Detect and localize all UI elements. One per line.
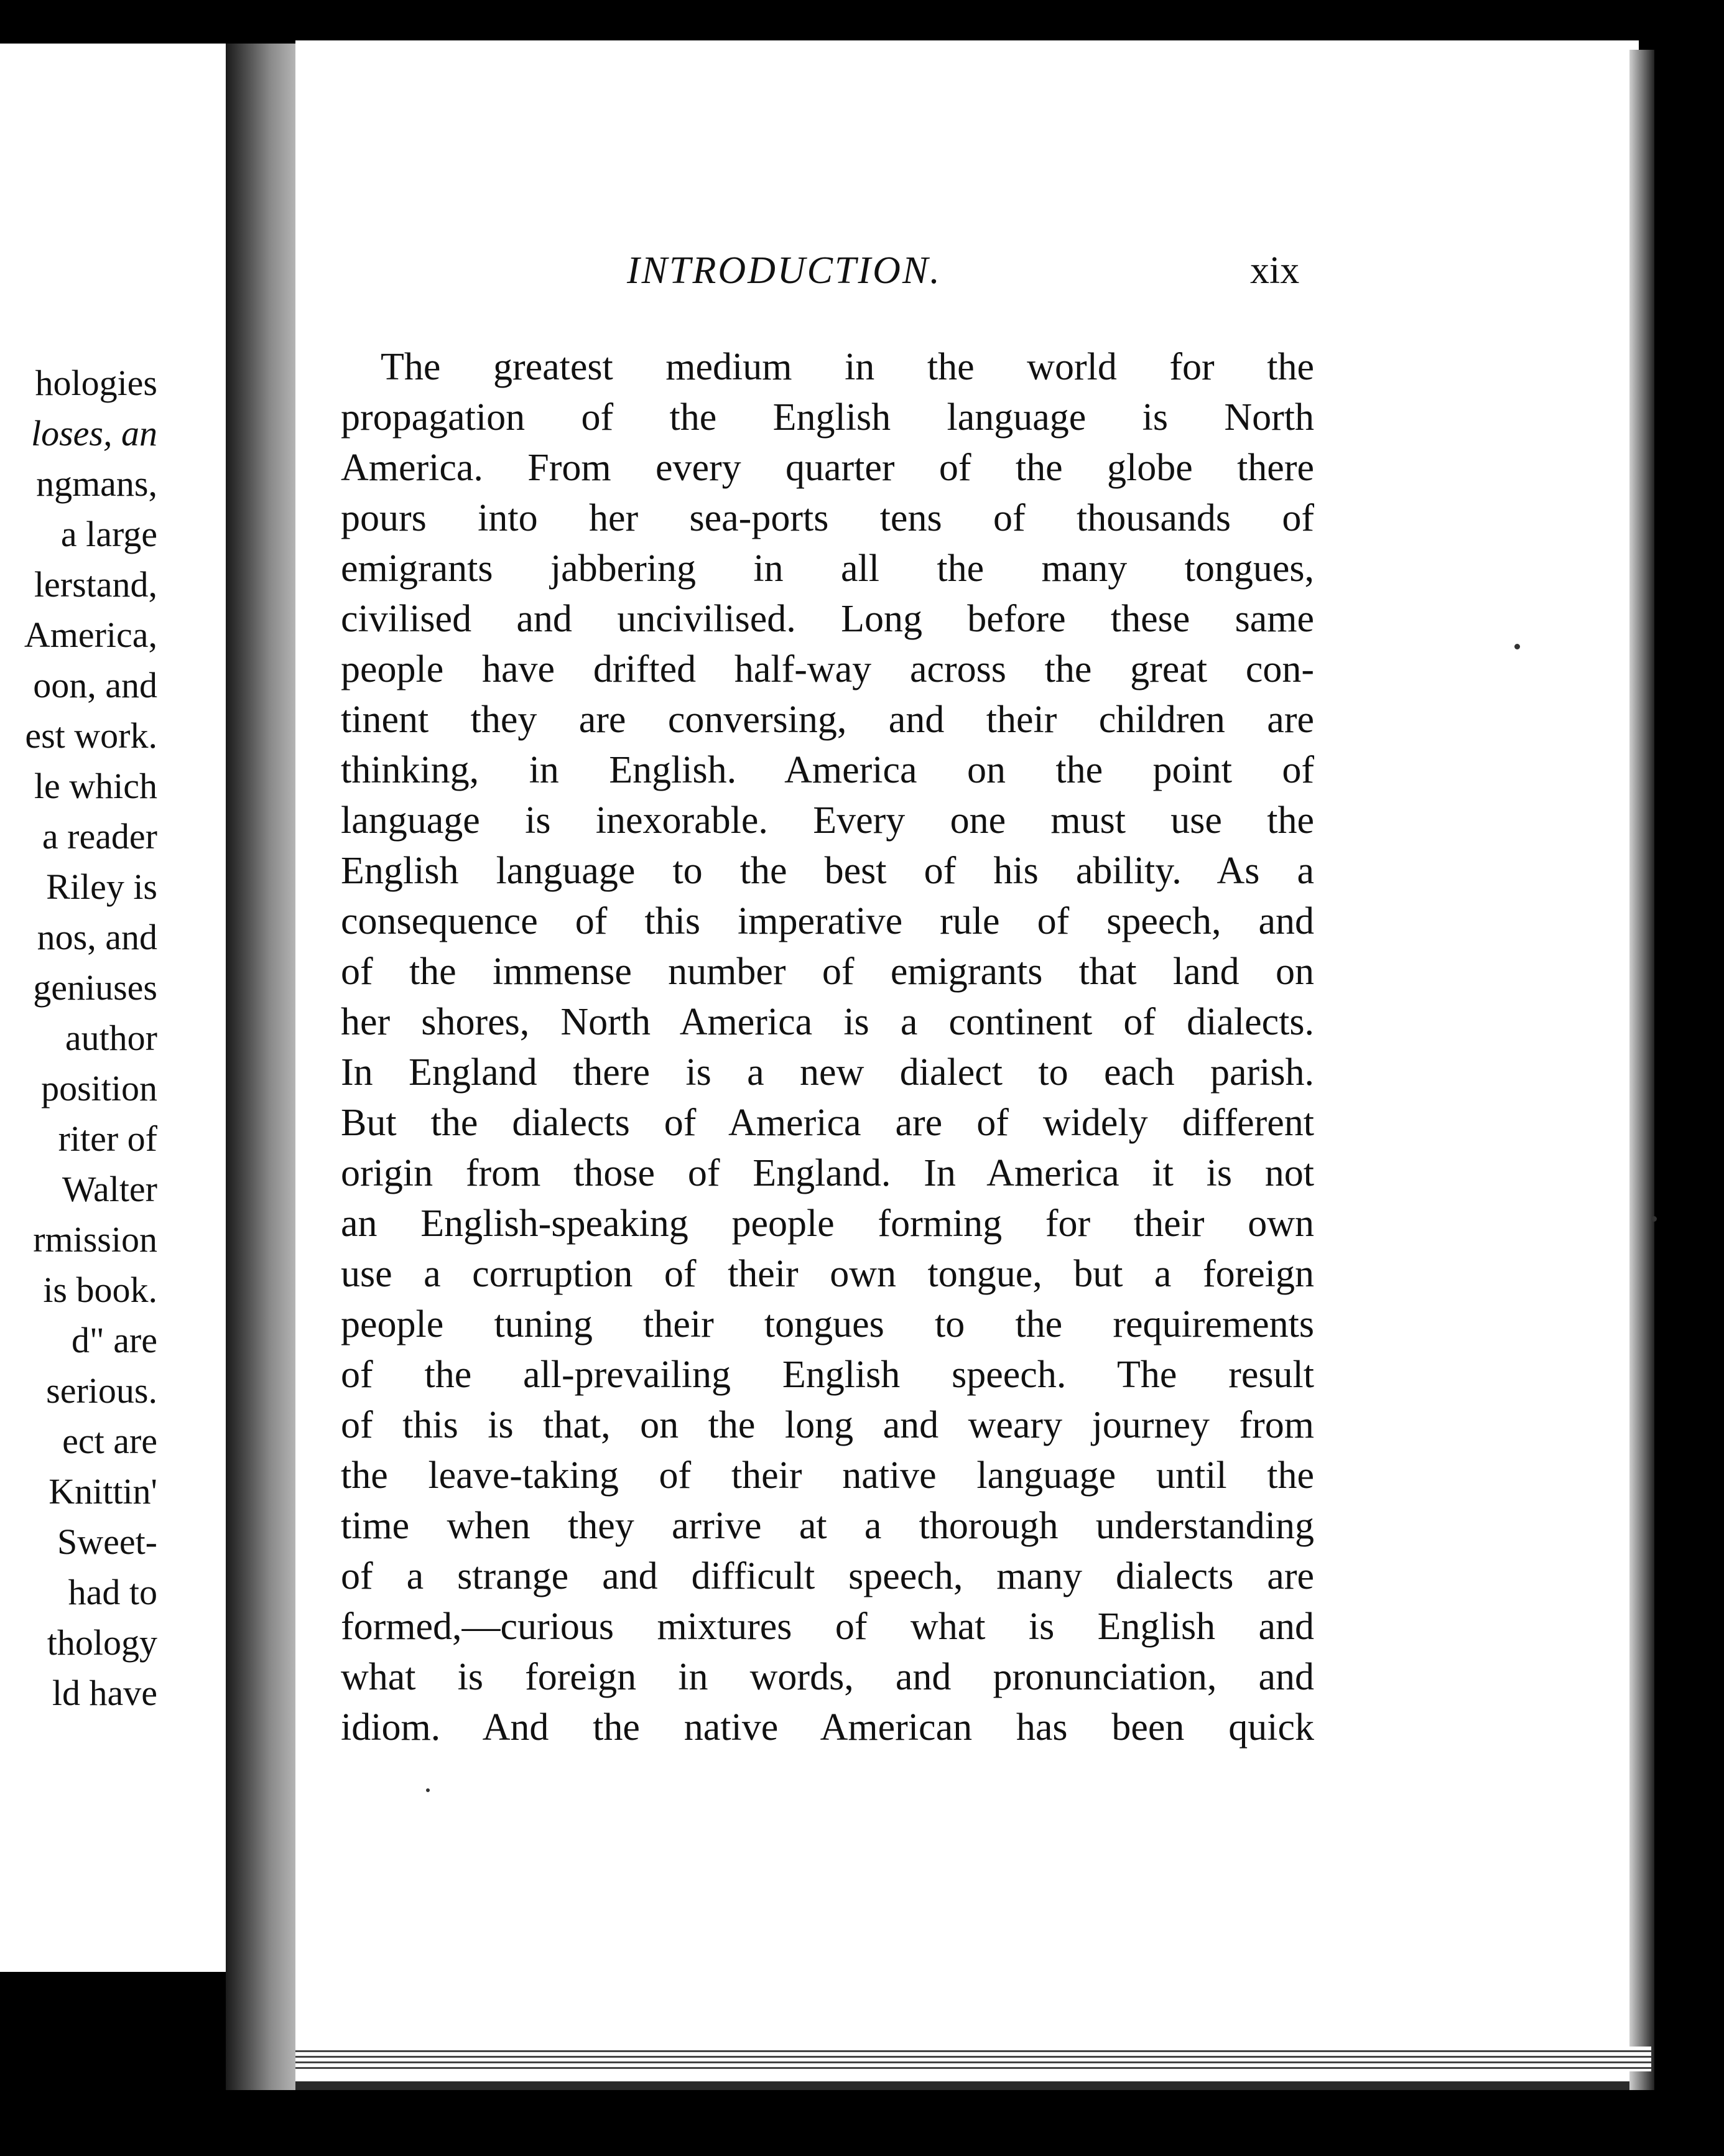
left-line: oon, and [33, 665, 157, 705]
left-line: Knittin' [49, 1471, 157, 1512]
left-line: le which [34, 766, 157, 806]
left-line: ect are [62, 1421, 157, 1461]
text-line: time when they arrive at a thorough understanding [341, 1505, 1314, 1547]
left-line: riter of [58, 1118, 157, 1159]
paper-speck [1514, 644, 1520, 649]
left-line: a reader [42, 816, 157, 857]
text-line: her shores, North America is a continent of dialects. [341, 1001, 1314, 1043]
text-line: of the all-prevailing English speech. The result [341, 1354, 1314, 1396]
left-page-text [0, 358, 226, 1718]
left-line: is book. [43, 1270, 157, 1310]
text-line: emigrants jabbering in all the many tongues, [341, 547, 1314, 590]
left-line: Riley is [46, 867, 157, 907]
left-line: Walter [62, 1169, 157, 1209]
left-line: thology [47, 1622, 157, 1663]
text-line: an English-speaking people forming for their own [341, 1202, 1314, 1245]
page-edge [1629, 50, 1654, 2090]
paper-speck [1651, 1216, 1657, 1222]
left-line: author [65, 1018, 157, 1058]
book-gutter [226, 44, 300, 2090]
text-line: tinent they are conversing, and their children are [341, 699, 1314, 741]
text-line: what is foreign in words, and pronunciation, and [341, 1656, 1314, 1698]
left-line: serious. [46, 1370, 157, 1411]
text-line: formed,—curious mixtures of what is English and [341, 1605, 1314, 1648]
text-line: of the immense number of emigrants that land on [341, 950, 1314, 993]
text-line: civilised and uncivilised. Long before these same [341, 598, 1314, 640]
text-line: pours into her sea-ports tens of thousands of [341, 497, 1314, 539]
page-number: xix [1250, 249, 1300, 292]
text-line: origin from those of England. In America it is not [341, 1152, 1314, 1194]
text-line: people tuning their tongues to the requirements [341, 1303, 1314, 1345]
text-line: idiom. And the native American has been quick [341, 1706, 1314, 1749]
text-line: use a corruption of their own tongue, but a foreign [341, 1253, 1314, 1295]
left-line: a large [60, 514, 157, 554]
left-line: had to [68, 1572, 157, 1612]
left-line: ld have [52, 1673, 157, 1713]
left-line: geniuses [33, 967, 157, 1008]
text-line: the leave-taking of their native language until the [341, 1454, 1314, 1497]
running-head: INTRODUCTION. [627, 249, 942, 292]
text-line: language is inexorable. Every one must use the [341, 799, 1314, 842]
left-line: hologies [35, 363, 157, 403]
left-line: lerstand, [34, 564, 157, 605]
page-bottom-edge [295, 2047, 1651, 2071]
text-line: thinking, in English. America on the point of [341, 749, 1314, 791]
body-text [341, 342, 1314, 1753]
text-line: The greatest medium in the world for the [381, 346, 1314, 388]
text-line: people have drifted half-way across the great con- [341, 648, 1314, 690]
left-line: nos, and [37, 917, 157, 957]
text-line: In England there is a new dialect to each parish. [341, 1051, 1314, 1094]
left-line: loses, an [31, 413, 157, 453]
text-line: propagation of the English language is North [341, 396, 1314, 439]
text-line: of this is that, on the long and weary journey from [341, 1404, 1314, 1446]
left-line: est work. [25, 715, 157, 756]
left-line: America, [24, 615, 157, 655]
left-page [0, 44, 226, 1972]
left-line: d" are [72, 1320, 157, 1360]
left-line: ngmans, [36, 463, 157, 504]
paper-speck [426, 1788, 430, 1792]
text-line: English language to the best of his ability. As a [341, 850, 1314, 892]
left-line: position [41, 1068, 157, 1108]
text-line: America. From every quarter of the globe there [341, 447, 1314, 489]
text-line: But the dialects of America are of widely different [341, 1102, 1314, 1144]
text-line: consequence of this imperative rule of speech, and [341, 900, 1314, 942]
left-line: rmission [33, 1219, 157, 1260]
left-line: Sweet- [57, 1522, 157, 1562]
text-line: of a strange and difficult speech, many dialects are [341, 1555, 1314, 1597]
